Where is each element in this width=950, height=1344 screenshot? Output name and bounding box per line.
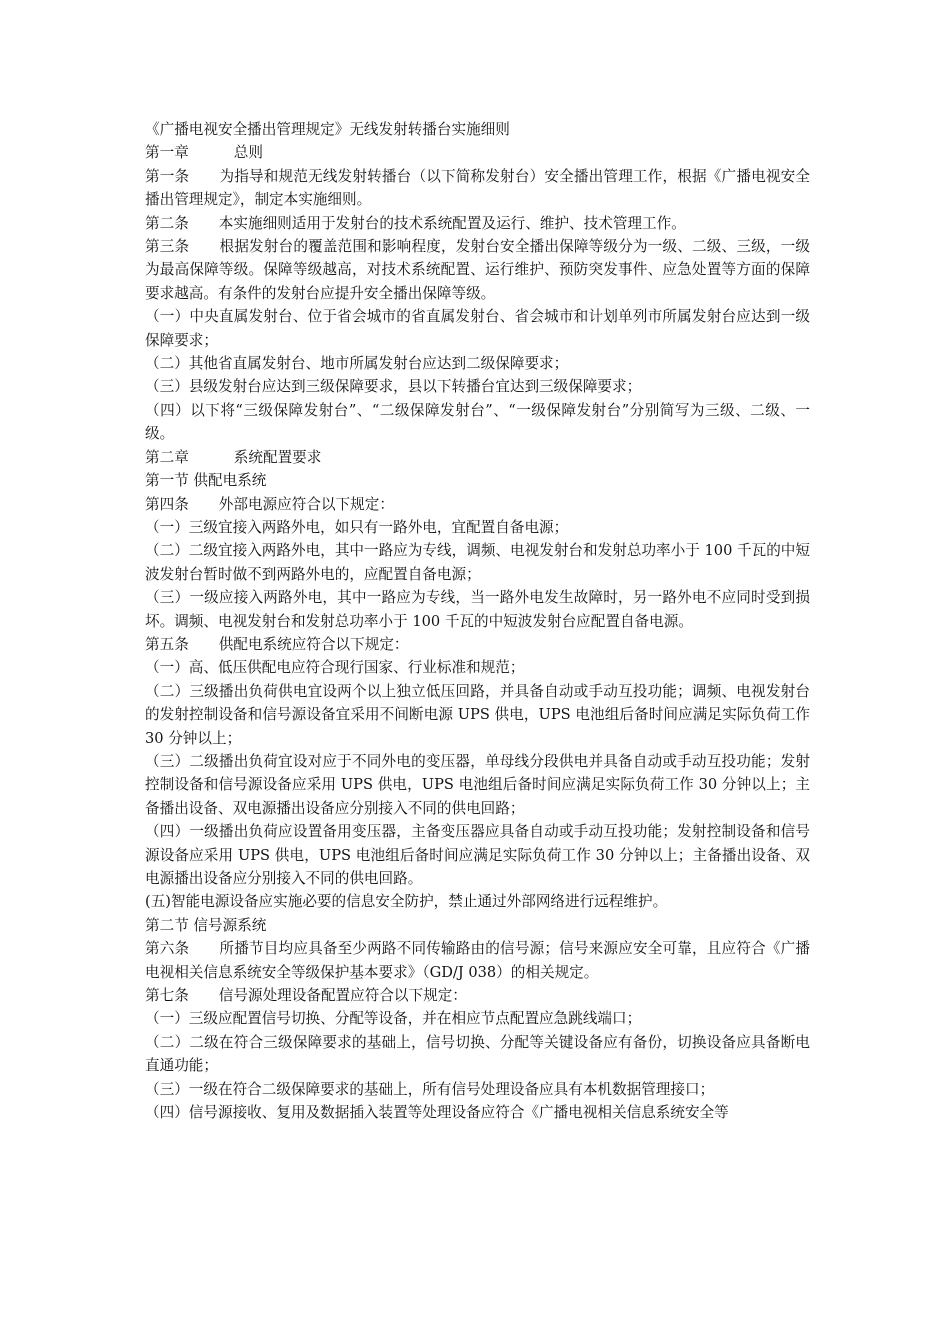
article [145, 235, 810, 305]
list-item: （一）三级宜接入两路外电，如只有一路外电，宜配置自备电源； [145, 518, 569, 536]
article-text: 供配电系统应符合以下规定： [218, 635, 409, 653]
article [145, 633, 810, 656]
article-text: 信号源处理设备配置应符合以下规定： [218, 987, 467, 1005]
article [145, 165, 810, 212]
article-number: 第一条 [145, 167, 190, 185]
list-item: （四）一级播出负荷应设置备用变压器，主备变压器应具备自动或手动互投功能；发射控制设备和信号源设备应采用 UPS 供电，UPS 电池组后备时间应满足实际负荷工作 30 分钟以上；主备播出设备、双电源播出设备应分别接入不同的供电回路。 [145, 823, 810, 887]
list-item: （四）信号源接收、复用及数据插入装置等处理设备应符合《广播电视相关信息系统安全等 [145, 1104, 729, 1122]
chapter-heading [145, 446, 810, 469]
article-number: 第二条 [145, 214, 189, 232]
article [145, 212, 810, 235]
section-heading: 第一节 供配电系统 [145, 472, 267, 490]
article-text: 本实施细则适用于发射台的技术系统配置及运行、维护、技术管理工作。 [218, 214, 686, 232]
list-item: （二）其他省直属发射台、地市所属发射台应达到二级保障要求； [145, 355, 569, 373]
chapter-number: 第一章 [145, 144, 189, 162]
list-item: （四）以下将“三级保障发射台”、“二级保障发射台”、“一级保障发射台”分别简写为三级、二级、一级。 [145, 401, 810, 443]
article [145, 984, 810, 1007]
list-item: （一）三级应配置信号切换、分配等设备，并在相应节点配置应急跳线端口； [145, 1010, 642, 1028]
section-heading: 第二节 信号源系统 [145, 916, 267, 934]
article [145, 493, 810, 516]
document-title: 《广播电视安全播出管理规定》无线发射转播台实施细则 [145, 121, 510, 138]
list-item: （二）三级播出负荷供电宜设两个以上独立低压回路，并具备自动或手动互投功能；调频、电视发射台的发射控制设备和信号源设备宜采用不间断电源 UPS 供电，UPS 电池组后备时间应满足实际负荷工作 30 分钟以上； [145, 682, 810, 747]
article-number: 第五条 [145, 635, 189, 653]
list-item: （二）二级宜接入两路外电，其中一路应为专线，调频、电视发射台和发射总功率小于 100 千瓦的中短波发射台暂时做不到两路外电的，应配置自备电源； [145, 542, 810, 583]
list-item: （三）一级在符合二级保障要求的基础上，所有信号处理设备应具有本机数据管理接口； [145, 1080, 715, 1098]
chapter-heading [145, 141, 810, 164]
article-text: 所播节目均应具备至少两路不同传输路由的信号源；信号来源应安全可靠，且应符合《广播电视相关信息系统安全等级保护基本要求》（GD/J 038）的相关规定。 [145, 940, 810, 981]
chapter-title: 总则 [233, 144, 263, 162]
list-item: （三）一级应接入两路外电，其中一路应为专线，当一路外电发生故障时，另一路外电不应同时受到损坏。调频、电视发射台和发射总功率小于 100 千瓦的中短波发射台应配置自备电源。 [145, 589, 810, 630]
list-item: （一）高、低压供配电应符合现行国家、行业标准和规范； [145, 659, 525, 677]
article-number: 第四条 [145, 495, 189, 513]
list-item: （三）县级发射台应达到三级保障要求，县以下转播台宜达到三级保障要求； [145, 378, 642, 396]
article [145, 937, 810, 984]
document-page [145, 118, 810, 1124]
article-number: 第三条 [145, 238, 190, 256]
list-item: （一）中央直属发射台、位于省会城市的省直属发射台、省会城市和计划单列市所属发射台应达到一级保障要求； [145, 308, 810, 349]
list-item: （三）二级播出负荷宜设对应于不同外电的变压器，单母线分段供电并具备自动或手动互投功能；发射控制设备和信号源设备应采用 UPS 供电，UPS 电池组后备时间应满足实际负荷工作 30 分钟以上；主备播出设备、双电源播出设备应分别接入不同的供电回路； [145, 752, 810, 817]
list-item: （二）二级在符合三级保障要求的基础上，信号切换、分配等关键设备应有备份，切换设备应具备断电直通功能； [145, 1033, 810, 1075]
article-text: 根据发射台的覆盖范围和影响程度，发射台安全播出保障等级分为一级、二级、三级，一级为最高保障等级。保障等级越高，对技术系统配置、运行维护、预防突发事件、应急处置等方面的保障要求越高。有条件的发射台应提升安全播出保障等级。 [145, 238, 810, 302]
article-text: 为指导和规范无线发射转播台（以下简称发射台）安全播出管理工作，根据《广播电视安全播出管理规定》，制定本实施细则。 [145, 167, 810, 209]
article-number: 第六条 [145, 940, 190, 958]
chapter-title: 系统配置要求 [233, 448, 322, 466]
list-item: (五)智能电源设备应实施必要的信息安全防护，禁止通过外部网络进行远程维护。 [145, 893, 668, 911]
chapter-number: 第二章 [145, 448, 189, 466]
article-text: 外部电源应符合以下规定： [218, 495, 394, 513]
article-number: 第七条 [145, 987, 189, 1005]
